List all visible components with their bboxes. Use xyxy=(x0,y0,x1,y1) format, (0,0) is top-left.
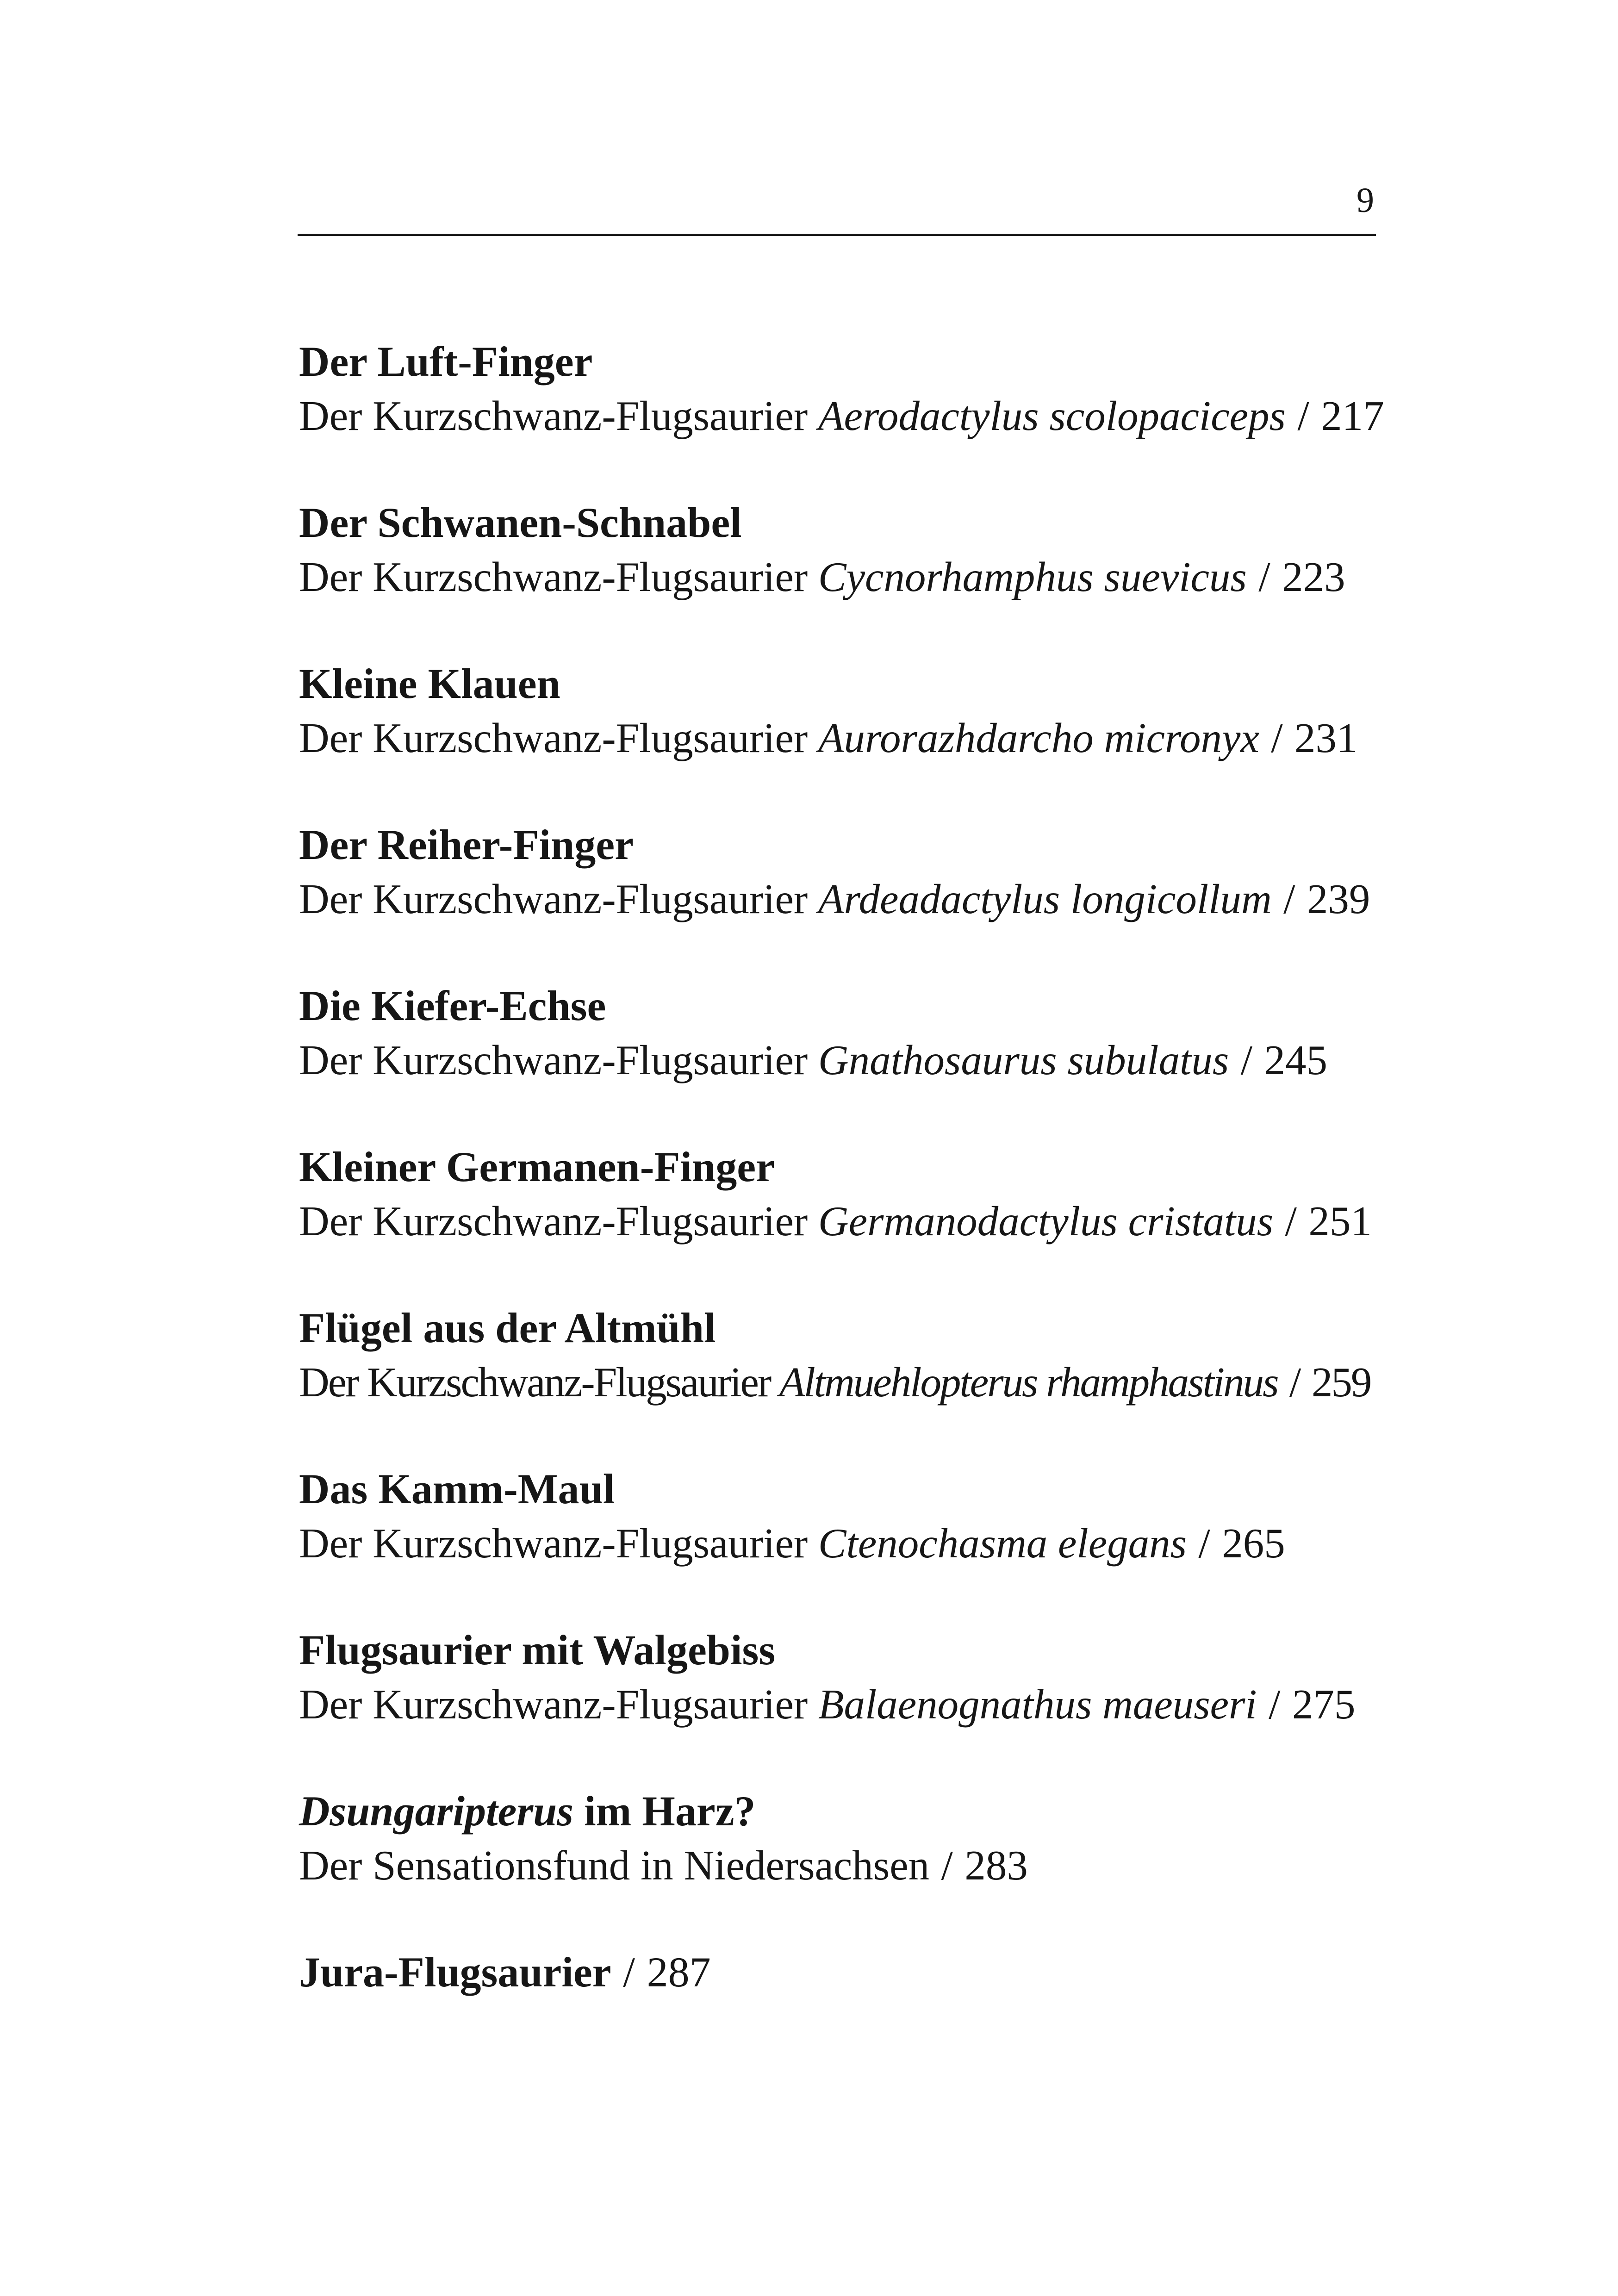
page-reference: 259 xyxy=(1311,1359,1371,1406)
entry-title-rest: im Harz? xyxy=(573,1787,756,1835)
toc-entry xyxy=(299,1139,1410,1300)
entry-subtitle xyxy=(299,1838,1410,1893)
toc-entry xyxy=(299,1945,1410,2106)
entry-subtitle xyxy=(299,1677,1410,1732)
subtitle-text: Der Kurzschwanz-Flugsaurier xyxy=(299,1520,818,1567)
separator: / xyxy=(1258,554,1270,600)
subtitle-text: Der Kurzschwanz-Flugsaurier xyxy=(299,876,818,922)
page-reference: 231 xyxy=(1294,715,1358,761)
entry-subtitle xyxy=(299,711,1410,765)
species-name: Ardeadactylus longicollum xyxy=(818,876,1272,922)
separator: / xyxy=(1271,715,1283,761)
species-name: Aerodactylus scolopaciceps xyxy=(818,392,1286,439)
subtitle-text: Der Kurzschwanz-Flugsaurier xyxy=(299,1198,818,1244)
entry-subtitle xyxy=(299,550,1410,604)
entry-title: Der Reiher-Finger xyxy=(299,821,634,868)
toc-entry xyxy=(299,334,1410,495)
page-reference: 239 xyxy=(1307,876,1370,922)
subtitle-text: Der Kurzschwanz-Flugsaurier xyxy=(299,1037,818,1083)
separator: / xyxy=(1289,1359,1300,1406)
entry-title-line xyxy=(299,1945,1410,1999)
toc-entry xyxy=(299,656,1410,817)
toc-entry xyxy=(299,1300,1410,1462)
toc-entry xyxy=(299,495,1410,656)
page-number: 9 xyxy=(1357,181,1374,220)
entry-title: Der Schwanen-Schnabel xyxy=(299,499,742,546)
subtitle-text: Der Sensationsfund in Niedersachsen xyxy=(299,1842,930,1889)
page-reference: 217 xyxy=(1321,392,1384,439)
subtitle-text: Der Kurzschwanz-Flugsaurier xyxy=(299,715,818,761)
species-name: Altmuehlopterus rhamphastinus xyxy=(779,1359,1278,1406)
entry-subtitle xyxy=(299,1355,1410,1410)
subtitle-text: Der Kurzschwanz-Flugsaurier xyxy=(299,1359,779,1406)
page-reference: 283 xyxy=(965,1842,1028,1889)
entry-title: Kleine Klauen xyxy=(299,660,560,707)
page-reference: 251 xyxy=(1308,1198,1372,1244)
entry-title: Kleiner Germanen-Finger xyxy=(299,1143,775,1190)
header-rule xyxy=(298,234,1376,236)
subtitle-text: Der Kurzschwanz-Flugsaurier xyxy=(299,392,818,439)
toc-entry xyxy=(299,1623,1410,1784)
toc-entry xyxy=(299,1784,1410,1945)
toc-entry xyxy=(299,978,1410,1139)
page-reference: 223 xyxy=(1282,554,1345,600)
entry-subtitle xyxy=(299,389,1410,443)
separator: / xyxy=(1240,1037,1253,1083)
separator: / xyxy=(1198,1520,1210,1567)
page-reference: 245 xyxy=(1264,1037,1328,1083)
species-name: Gnathosaurus subulatus xyxy=(818,1037,1229,1083)
species-name: Germanodactylus cristatus xyxy=(818,1198,1274,1244)
page-reference: 275 xyxy=(1292,1681,1356,1728)
entry-title: Flugsaurier mit Walgebiss xyxy=(299,1626,776,1674)
entry-subtitle xyxy=(299,1194,1410,1249)
page-reference: 265 xyxy=(1222,1520,1285,1567)
entry-title: Jura-Flugsaurier xyxy=(299,1948,611,1996)
entry-subtitle xyxy=(299,1033,1410,1088)
species-name: Aurorazhdarcho micronyx xyxy=(818,715,1259,761)
species-name: Balaenognathus maeuseri xyxy=(818,1681,1257,1728)
entry-title-italic: Dsungaripterus xyxy=(299,1787,574,1835)
separator: / xyxy=(1297,392,1309,439)
separator: / xyxy=(1283,876,1295,922)
entry-title: Das Kamm-Maul xyxy=(299,1465,615,1512)
entry-title xyxy=(299,1784,1410,1838)
entry-subtitle xyxy=(299,872,1410,927)
species-name: Ctenochasma elegans xyxy=(818,1520,1187,1567)
species-name: Cycnorhamphus suevicus xyxy=(818,554,1247,600)
toc-entry xyxy=(299,1462,1410,1623)
page-reference: 287 xyxy=(647,1948,711,1996)
separator: / xyxy=(941,1842,953,1889)
entry-subtitle xyxy=(299,1516,1410,1571)
entry-title: Der Luft-Finger xyxy=(299,338,593,385)
toc-entry xyxy=(299,817,1410,978)
entry-title: Flügel aus der Altmühl xyxy=(299,1304,716,1351)
subtitle-text: Der Kurzschwanz-Flugsaurier xyxy=(299,1681,818,1728)
entry-title: Die Kiefer-Echse xyxy=(299,982,606,1029)
separator: / xyxy=(623,1948,635,1996)
separator: / xyxy=(1285,1198,1297,1244)
subtitle-text: Der Kurzschwanz-Flugsaurier xyxy=(299,554,818,600)
table-of-contents xyxy=(299,334,1410,2106)
separator: / xyxy=(1269,1681,1281,1728)
